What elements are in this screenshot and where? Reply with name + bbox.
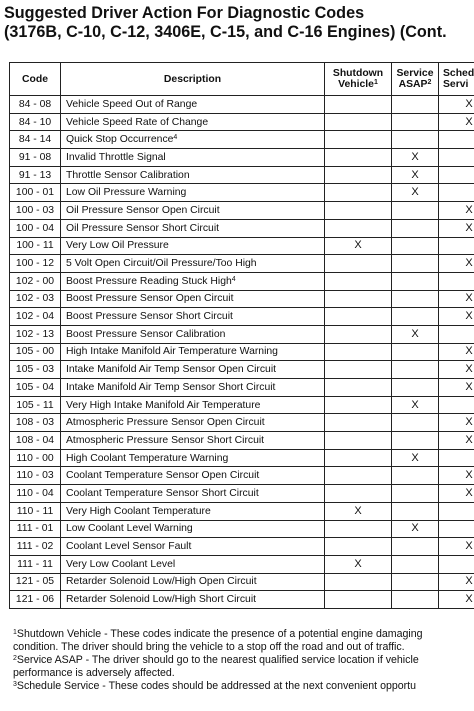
description-cell — [61, 96, 325, 114]
code-cell: 100 - 01 — [10, 184, 61, 202]
table-row — [10, 502, 474, 520]
table-row — [10, 538, 474, 556]
service-asap-cell — [392, 555, 439, 573]
schedule-service-cell: X — [439, 202, 474, 220]
service-asap-cell — [392, 502, 439, 520]
service-asap-cell — [392, 432, 439, 450]
code-cell: 102 - 04 — [10, 308, 61, 326]
description-cell — [61, 379, 325, 397]
shutdown-vehicle-cell — [325, 149, 392, 167]
schedule-service-cell — [439, 520, 474, 538]
schedule-service-cell: X — [439, 290, 474, 308]
header-shutdown-line2: Vehicle — [338, 79, 374, 90]
schedule-service-cell: X — [439, 467, 474, 485]
header-shutdown-vehicle — [325, 63, 392, 96]
table-row — [10, 237, 474, 255]
code-cell: 108 - 03 — [10, 414, 61, 432]
header-code: Code — [10, 63, 61, 96]
description-text: Boost Pressure Sensor Short Circuit — [66, 311, 233, 323]
description-cell — [61, 131, 325, 149]
description-cell — [61, 449, 325, 467]
code-cell: 100 - 11 — [10, 237, 61, 255]
schedule-service-cell — [439, 555, 474, 573]
description-text: Very High Intake Manifold Air Temperature — [66, 399, 261, 411]
schedule-service-cell: X — [439, 308, 474, 326]
service-asap-cell — [392, 290, 439, 308]
description-text: Boost Pressure Sensor Open Circuit — [66, 293, 234, 305]
schedule-service-cell — [439, 272, 474, 290]
description-text: Atmospheric Pressure Sensor Short Circuit — [66, 434, 265, 446]
shutdown-vehicle-cell — [325, 485, 392, 503]
shutdown-vehicle-cell: X — [325, 237, 392, 255]
shutdown-vehicle-cell — [325, 290, 392, 308]
shutdown-vehicle-cell — [325, 325, 392, 343]
description-text: Coolant Level Sensor Fault — [66, 541, 192, 553]
description-text: Intake Manifold Air Temp Sensor Short Circuit — [66, 381, 276, 393]
shutdown-vehicle-cell — [325, 308, 392, 326]
description-text: Vehicle Speed Rate of Change — [66, 116, 209, 128]
description-cell — [61, 255, 325, 273]
table-row — [10, 396, 474, 414]
table-row — [10, 255, 474, 273]
description-cell — [61, 219, 325, 237]
schedule-service-cell — [439, 396, 474, 414]
code-cell: 84 - 08 — [10, 96, 61, 114]
header-description: Description — [61, 63, 325, 96]
description-text: High Coolant Temperature Warning — [66, 452, 229, 464]
shutdown-vehicle-cell — [325, 272, 392, 290]
footnote-text-continued: performance is adversely affected. — [13, 667, 175, 680]
footnote-text: Schedule Service - These codes should be addressed at the next convenient opportu — [16, 680, 417, 693]
footnote-schedule-service — [13, 680, 474, 693]
title-line-1: Suggested Driver Action For Diagnostic Codes — [4, 4, 365, 22]
header-service-line1: Service — [396, 68, 434, 79]
description-cell — [61, 202, 325, 220]
description-text: Low Oil Pressure Warning — [66, 187, 187, 199]
code-cell: 121 - 05 — [10, 573, 61, 591]
service-asap-cell — [392, 379, 439, 397]
diagnostic-codes-table — [9, 62, 474, 609]
code-cell: 111 - 01 — [10, 520, 61, 538]
footnote-shutdown-vehicle — [13, 628, 474, 654]
code-cell: 105 - 00 — [10, 343, 61, 361]
description-cell — [61, 166, 325, 184]
shutdown-vehicle-cell — [325, 520, 392, 538]
header-shutdown-footnote-ref: 1 — [373, 79, 378, 86]
description-cell — [61, 538, 325, 556]
table-row — [10, 591, 474, 609]
table-row — [10, 131, 474, 149]
table-body — [10, 96, 474, 609]
description-cell — [61, 149, 325, 167]
table-row — [10, 555, 474, 573]
code-cell: 100 - 12 — [10, 255, 61, 273]
description-cell — [61, 573, 325, 591]
shutdown-vehicle-cell — [325, 361, 392, 379]
service-asap-cell — [392, 361, 439, 379]
shutdown-vehicle-cell — [325, 379, 392, 397]
service-asap-cell — [392, 96, 439, 114]
description-text: Low Coolant Level Warning — [66, 523, 193, 535]
footnotes — [13, 628, 474, 693]
shutdown-vehicle-cell — [325, 449, 392, 467]
code-cell: 100 - 04 — [10, 219, 61, 237]
code-cell: 105 - 04 — [10, 379, 61, 397]
service-asap-cell — [392, 255, 439, 273]
code-cell: 110 - 11 — [10, 502, 61, 520]
service-asap-cell: X — [392, 325, 439, 343]
shutdown-vehicle-cell — [325, 414, 392, 432]
table-row — [10, 520, 474, 538]
code-cell: 121 - 06 — [10, 591, 61, 609]
service-asap-cell: X — [392, 449, 439, 467]
description-text: Intake Manifold Air Temp Sensor Open Circuit — [66, 364, 277, 376]
description-text: Boost Pressure Sensor Calibration — [66, 328, 226, 340]
schedule-service-cell: X — [439, 96, 474, 114]
shutdown-vehicle-cell — [325, 396, 392, 414]
table-row — [10, 202, 474, 220]
service-asap-cell: X — [392, 520, 439, 538]
code-cell: 105 - 03 — [10, 361, 61, 379]
shutdown-vehicle-cell — [325, 432, 392, 450]
service-asap-cell — [392, 237, 439, 255]
description-text: 5 Volt Open Circuit/Oil Pressure/Too High — [66, 258, 257, 270]
schedule-service-cell — [439, 149, 474, 167]
service-asap-cell — [392, 202, 439, 220]
schedule-service-cell — [439, 166, 474, 184]
footnote-number: 3 — [13, 681, 17, 689]
description-cell — [61, 325, 325, 343]
table-header-row — [10, 63, 474, 96]
description-cell — [61, 520, 325, 538]
header-service-line2: ASAP — [398, 79, 428, 90]
schedule-service-cell — [439, 449, 474, 467]
service-asap-cell — [392, 272, 439, 290]
description-cell — [61, 113, 325, 131]
shutdown-vehicle-cell — [325, 113, 392, 131]
shutdown-vehicle-cell — [325, 96, 392, 114]
schedule-service-cell — [439, 502, 474, 520]
table-row — [10, 308, 474, 326]
code-cell: 110 - 04 — [10, 485, 61, 503]
table-row — [10, 219, 474, 237]
schedule-service-cell: X — [439, 485, 474, 503]
description-text: Quick Stop Occurrence — [66, 134, 174, 146]
shutdown-vehicle-cell: X — [325, 555, 392, 573]
description-cell — [61, 502, 325, 520]
code-cell: 100 - 03 — [10, 202, 61, 220]
description-cell — [61, 308, 325, 326]
schedule-service-cell: X — [439, 432, 474, 450]
schedule-service-cell: X — [439, 113, 474, 131]
schedule-service-cell: X — [439, 343, 474, 361]
title-line-2: (3176B, C-10, C-12, 3406E, C-15, and C-16 Engines) (Cont. — [4, 23, 447, 41]
footnote-number: 1 — [13, 629, 17, 636]
code-cell: 84 - 10 — [10, 113, 61, 131]
service-asap-cell — [392, 343, 439, 361]
description-cell — [61, 555, 325, 573]
shutdown-vehicle-cell: X — [325, 502, 392, 520]
table-row — [10, 96, 474, 114]
schedule-service-cell — [439, 325, 474, 343]
description-text: Boost Pressure Reading Stuck High — [66, 275, 232, 287]
shutdown-vehicle-cell — [325, 573, 392, 591]
code-cell: 102 - 00 — [10, 272, 61, 290]
shutdown-vehicle-cell — [325, 538, 392, 556]
shutdown-vehicle-cell — [325, 467, 392, 485]
shutdown-vehicle-cell — [325, 219, 392, 237]
schedule-service-cell: X — [439, 361, 474, 379]
description-text: Coolant Temperature Sensor Open Circuit — [66, 470, 260, 482]
shutdown-vehicle-cell — [325, 184, 392, 202]
description-text: Retarder Solenoid Low/High Short Circuit — [66, 594, 257, 606]
schedule-service-cell — [439, 237, 474, 255]
description-cell — [61, 432, 325, 450]
description-cell — [61, 591, 325, 609]
description-cell — [61, 272, 325, 290]
description-text: Coolant Temperature Sensor Short Circuit — [66, 487, 259, 499]
service-asap-cell — [392, 113, 439, 131]
header-service-footnote-ref: 2 — [427, 79, 432, 86]
header-service-asap — [392, 63, 439, 96]
description-text: Throttle Sensor Calibration — [66, 169, 190, 181]
table-row — [10, 485, 474, 503]
description-text: Oil Pressure Sensor Open Circuit — [66, 204, 220, 216]
footnote-service-asap — [13, 654, 474, 680]
header-schedule-service — [439, 63, 474, 96]
table-row — [10, 113, 474, 131]
table-row — [10, 290, 474, 308]
table-row — [10, 467, 474, 485]
description-cell — [61, 237, 325, 255]
service-asap-cell — [392, 308, 439, 326]
table-row — [10, 361, 474, 379]
description-text: Invalid Throttle Signal — [66, 151, 166, 163]
description-cell — [61, 361, 325, 379]
service-asap-cell — [392, 414, 439, 432]
service-asap-cell — [392, 219, 439, 237]
shutdown-vehicle-cell — [325, 166, 392, 184]
description-text: Retarder Solenoid Low/High Open Circuit — [66, 576, 257, 588]
service-asap-cell — [392, 467, 439, 485]
code-cell: 102 - 13 — [10, 325, 61, 343]
code-cell: 110 - 00 — [10, 449, 61, 467]
description-text: Oil Pressure Sensor Short Circuit — [66, 222, 220, 234]
description-cell — [61, 414, 325, 432]
code-cell: 111 - 11 — [10, 555, 61, 573]
code-cell: 110 - 03 — [10, 467, 61, 485]
table-row — [10, 149, 474, 167]
schedule-service-cell: X — [439, 219, 474, 237]
description-text: High Intake Manifold Air Temperature Warning — [66, 346, 278, 358]
shutdown-vehicle-cell — [325, 343, 392, 361]
code-cell: 111 - 02 — [10, 538, 61, 556]
shutdown-vehicle-cell — [325, 202, 392, 220]
code-cell: 102 - 03 — [10, 290, 61, 308]
description-cell — [61, 396, 325, 414]
schedule-service-cell — [439, 131, 474, 149]
schedule-service-cell: X — [439, 573, 474, 591]
description-cell — [61, 184, 325, 202]
shutdown-vehicle-cell — [325, 255, 392, 273]
shutdown-vehicle-cell — [325, 591, 392, 609]
description-text: Atmospheric Pressure Sensor Open Circuit — [66, 417, 265, 429]
document-title — [4, 4, 474, 42]
description-cell — [61, 467, 325, 485]
header-shutdown-line1: Shutdown — [332, 68, 384, 79]
header-schedule-line1: Sched — [443, 68, 474, 79]
schedule-service-cell: X — [439, 379, 474, 397]
schedule-service-cell — [439, 184, 474, 202]
table-row — [10, 166, 474, 184]
code-cell: 91 - 13 — [10, 166, 61, 184]
table-row — [10, 414, 474, 432]
code-cell: 108 - 04 — [10, 432, 61, 450]
schedule-service-cell: X — [439, 538, 474, 556]
service-asap-cell: X — [392, 184, 439, 202]
code-cell: 84 - 14 — [10, 131, 61, 149]
description-text: Very Low Oil Pressure — [66, 240, 169, 252]
schedule-service-cell: X — [439, 255, 474, 273]
description-text: Very High Coolant Temperature — [66, 505, 211, 517]
service-asap-cell — [392, 131, 439, 149]
footnote-ref: 4 — [173, 134, 178, 142]
description-cell — [61, 290, 325, 308]
service-asap-cell — [392, 485, 439, 503]
footnote-number: 2 — [13, 655, 17, 663]
header-schedule-line2: Servi — [443, 79, 469, 90]
service-asap-cell: X — [392, 396, 439, 414]
footnote-text: Shutdown Vehicle - These codes indicate the presence of a potential engine damaging — [16, 628, 423, 640]
code-cell: 91 - 08 — [10, 149, 61, 167]
service-asap-cell — [392, 538, 439, 556]
service-asap-cell: X — [392, 149, 439, 167]
code-cell: 105 - 11 — [10, 396, 61, 414]
service-asap-cell — [392, 573, 439, 591]
table-row — [10, 272, 474, 290]
table-row — [10, 573, 474, 591]
description-cell — [61, 343, 325, 361]
schedule-service-cell: X — [439, 591, 474, 609]
description-text: Vehicle Speed Out of Range — [66, 98, 198, 110]
service-asap-cell — [392, 591, 439, 609]
table-row — [10, 449, 474, 467]
footnote-ref: 4 — [231, 275, 236, 283]
footnote-text-continued: condition. The driver should bring the vehicle to a stop off the road and out of traffic. — [13, 641, 405, 654]
shutdown-vehicle-cell — [325, 131, 392, 149]
table-row — [10, 325, 474, 343]
footnote-text: Service ASAP - The driver should go to the nearest qualified service location if vehicle — [16, 654, 419, 667]
table-row — [10, 379, 474, 397]
schedule-service-cell: X — [439, 414, 474, 432]
table-row — [10, 184, 474, 202]
table-row — [10, 343, 474, 361]
table-row — [10, 432, 474, 450]
description-text: Very Low Coolant Level — [66, 558, 176, 570]
description-cell — [61, 485, 325, 503]
service-asap-cell: X — [392, 166, 439, 184]
